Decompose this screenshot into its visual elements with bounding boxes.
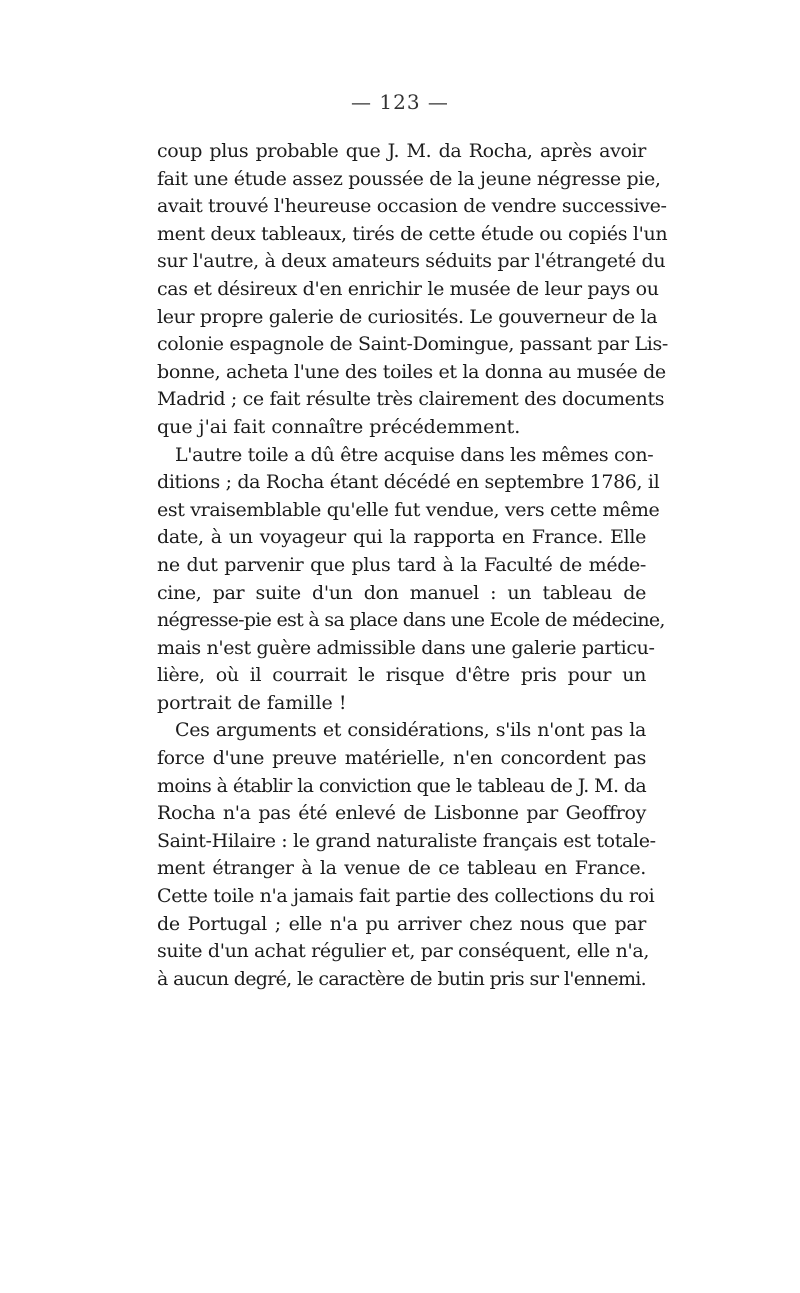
text-line: suite d'un achat régulier et, par conséquent, elle n'a,	[157, 940, 650, 963]
text-line: leur propre galerie de curiosités. Le gouverneur de la	[157, 305, 658, 328]
text-line: date, à un voyageur qui la rapporta en France. Elle	[157, 526, 646, 549]
text-line: fait une étude assez poussée de la jeune négresse pie,	[157, 167, 661, 190]
body-text	[157, 138, 668, 993]
text-line: Cette toile n'a jamais fait partie des collections du roi	[157, 885, 655, 908]
text-line: ne dut parvenir que plus tard à la Faculté de méde-	[157, 553, 646, 576]
text-line: que j'ai fait connaître précédemment.	[157, 415, 521, 438]
text-line: Saint-Hilaire : le grand naturaliste français est totale-	[157, 829, 656, 852]
text-line: Rocha n'a pas été enlevé de Lisbonne par Geoffroy	[157, 802, 646, 825]
text-line: ment deux tableaux, tirés de cette étude ou copiés l'un	[157, 222, 668, 245]
text-line: colonie espagnole de Saint-Domingue, passant par Lis-	[157, 333, 668, 356]
text-line: est vraisemblable qu'elle fut vendue, vers cette même	[157, 498, 660, 521]
text-line: sur l'autre, à deux amateurs séduits par l'étrangeté du	[157, 250, 666, 273]
text-line: Madrid ; ce fait résulte très clairement des documents	[157, 388, 665, 411]
text-line: L'autre toile a dû être acquise dans les mêmes con-	[175, 443, 654, 466]
text-line: mais n'est guère admissible dans une galerie particu-	[157, 636, 655, 659]
text-line: lière, où il courrait le risque d'être pris pour un	[157, 664, 646, 687]
text-line: Ces arguments et considérations, s'ils n'ont pas la	[175, 719, 646, 742]
text-line: de Portugal ; elle n'a pu arriver chez nous que par	[157, 912, 646, 935]
text-line: coup plus probable que J. M. da Rocha, après avoir	[157, 140, 646, 162]
text-line: moins à établir la conviction que le tableau de J. M. da	[157, 774, 646, 797]
text-line: bonne, acheta l'une des toiles et la donna au musée de	[157, 360, 666, 383]
text-line: ditions ; da Rocha étant décédé en septembre 1786, il	[157, 471, 660, 494]
text-line: cine, par suite d'un don manuel : un tableau de	[157, 581, 646, 604]
text-line: ment étranger à la venue de ce tableau en France.	[157, 857, 646, 880]
text-line: avait trouvé l'heureuse occasion de vendre successive-	[157, 195, 667, 218]
text-line: à aucun degré, le caractère de butin pris sur l'ennemi.	[157, 967, 646, 990]
page-number: — 123 —	[351, 90, 449, 114]
text-line: portrait de famille !	[157, 691, 347, 714]
text-line: négresse-pie est à sa place dans une Ecole de médecine,	[157, 609, 665, 632]
text-line: force d'une preuve matérielle, n'en concordent pas	[157, 747, 646, 770]
text-line: cas et désireux d'en enrichir le musée de leur pays ou	[157, 277, 659, 300]
